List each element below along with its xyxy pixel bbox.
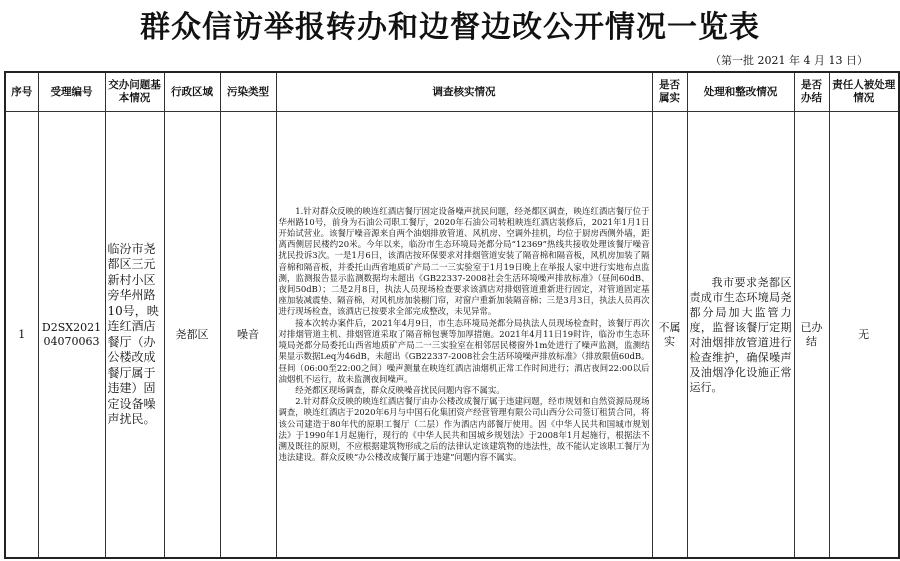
header-case-no: 受理编号 — [38, 72, 105, 112]
header-accountability: 责任人被处理情况 — [829, 72, 899, 112]
disclosure-table — [4, 71, 900, 559]
cell-pollution: 噪音 — [220, 112, 276, 559]
header-region: 行政区域 — [164, 72, 220, 112]
cell-issue: 临汾市尧都区三元新村小区旁华州路10号，映连红酒店餐厅（办公楼改成餐厅属于违建）固定设备噪声扰民。 — [105, 112, 164, 559]
cell-region: 尧都区 — [164, 112, 220, 559]
handling-text: 我市要求尧都区责成市生态环境局尧都分局加大监管力度，监督该餐厅定期对油烟排放管道进行检查维护，确保噪声及油烟净化设施正常运行。 — [689, 275, 792, 394]
investigation-paragraph-1: 1.针对群众反映的映连红酒店餐厅固定设备噪声扰民问题，经尧都区调查，映连红酒店餐厅位于华州路10号，前身为石油公司职工餐厅，2020年石油公司转租映连红酒店装修后，2021年1月1日开始试营业。该餐厅噪音源来自两个油烟排放管道、风机房、空调外挂机，均位于厨房西侧外墙，距离西侧居民楼约20米。今年以来，临汾市生态环境局尧都分局“12369”热线共接收处理该餐厅噪音扰民投诉3次。一是1月6日，该酒店按环保要求对排烟管道安装了隔音棉和隔音板，风机房加装了隔音棉和隔音板，并委托山西省地质矿产局二一三实验室于1月19日晚上在举报人家中进行实地布点监测，监测报告显示监测数据均未超出《GB22337-2008社会生活环境噪声排放标准》（昼间60dB、夜间50dB）；二是2月8日，执法人员现场检查要求该酒店对排烟管道重新进行固定，对管道固定基座加装减震垫、隔音棉，对风机房加装橱门帘，对窗户重新加装隔音棉；三是3月3日，执法人员再次进行现场检查，该酒店已按要求全部完成整改，未见异常。 — [278, 205, 650, 317]
investigation-paragraph-4: 2.针对群众反映的映连红酒店餐厅由办公楼改成餐厅属于违建问题，经市规划和自然资源局现场调查，映连红酒店于2020年6月与中国石化集团资产经营管理有限公司山西分公司签订租赁合同，将该公司建造于80年代的原职工餐厅（二层）作为酒店内部餐厅使用。因《中华人民共和国城市规划法》于1990年1月起施行，现行的《中华人民共和国城乡规划法》于2008年1月起施行，根据法不溯及既往的原则，不应根据建筑物形成之后的法律认定该建筑物的违法性，故不能认定该职工餐厅为违法建设。群众反映“办公楼改成餐厅属于违建”问题内容不属实。 — [278, 396, 650, 463]
header-row — [5, 72, 899, 112]
cell-seq: 1 — [5, 112, 38, 559]
header-seq: 序号 — [5, 72, 38, 112]
batch-info: （第一批 2021 年 4 月 13 日） — [710, 54, 868, 67]
header-issue: 交办问题基本情况 — [105, 72, 164, 112]
cell-closed: 已办结 — [794, 112, 829, 559]
table-row — [5, 112, 899, 559]
cell-handling — [687, 112, 794, 559]
investigation-paragraph-2: 接本次转办案件后，2021年4月9日，市生态环境局尧都分局执法人员现场检查时，该餐厅再次对排烟管道主机、排烟管道采取了隔音棉包裹等加厚措施。2021年4月11日19时许，临汾市生态环境局尧都分局委托山西省地质矿产局二一三实验室在相邻居民楼窗外1m处进行了噪声监测，监测结果显示数据Leq为46dB，未超出《GB22337-2008社会生活环境噪声排放标准》（排放限值60dB。昼间（06:00至22:00之间）噪声测量在映连红酒店油烟机正常工作时间进行；酒店夜间22:00以后油烟机不运行，故未监测夜间噪声。 — [278, 317, 650, 384]
page-title: 群众信访举报转办和边督边改公开情况一览表 — [140, 10, 760, 45]
cell-is-true: 不属实 — [652, 112, 687, 559]
header-pollution: 污染类型 — [220, 72, 276, 112]
header-handling: 处理和整改情况 — [687, 72, 794, 112]
cell-case-no: D2SX2021 04070063 — [38, 112, 105, 559]
investigation-paragraph-3: 经尧都区现场调查，群众反映噪音扰民问题内容不属实。 — [295, 384, 505, 395]
header-is-true: 是否属实 — [652, 72, 687, 112]
cell-accountability: 无 — [829, 112, 899, 559]
header-closed: 是否办结 — [794, 72, 829, 112]
header-investigation: 调查核实情况 — [276, 72, 652, 112]
cell-investigation — [276, 112, 652, 559]
